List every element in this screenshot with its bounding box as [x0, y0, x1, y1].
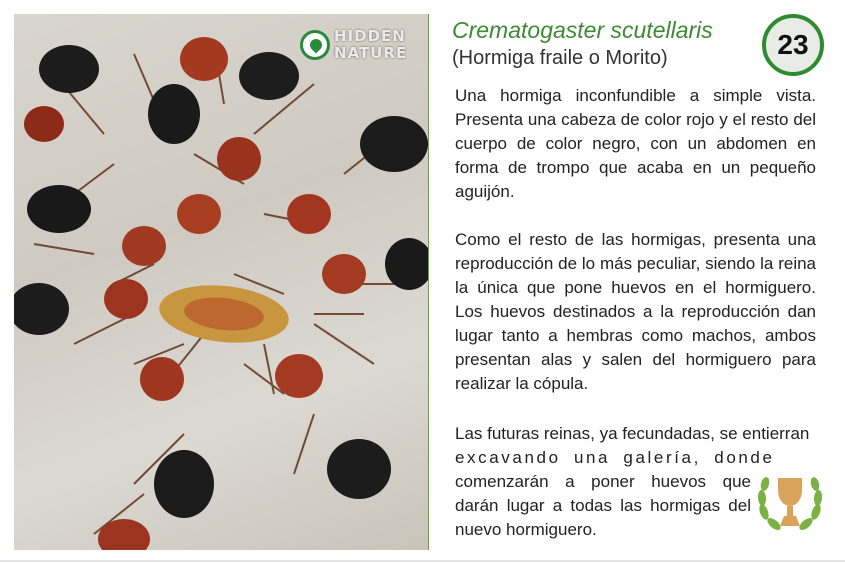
watermark-text	[334, 28, 407, 62]
bottom-divider	[0, 560, 845, 562]
paragraph-3-rest: comenzarán a poner huevos que darán lugar a todas las hormigas del nuevo hormiguero.	[455, 472, 751, 539]
card-number-badge: 23	[762, 14, 824, 76]
watermark-line-1: HIDDEN	[334, 27, 406, 45]
ant-figure	[148, 84, 261, 234]
ant-photo	[14, 14, 429, 550]
paragraph-3-line-1: Las futuras reinas, ya fecundadas, se entierran	[455, 424, 810, 443]
hidden-nature-watermark	[300, 28, 407, 62]
ant-figure	[27, 185, 166, 266]
watermark-line-2: NATURE	[334, 44, 408, 62]
ant-figure	[275, 354, 391, 499]
map-pin-leaf-icon	[300, 30, 330, 60]
trophy-laurel-icon	[754, 466, 826, 538]
ant-figure	[287, 116, 428, 234]
description-paragraph-2: Como el resto de las hormigas, presenta una reproducción de lo más peculiar, siendo la reina la única que pone huevos en el hormiguero. Los huevos destinados a la reproducción dan lugar tanto a hembras como machos, ambos presentan alas y salen del hormiguero para realizar la cópula.	[455, 230, 816, 393]
ant-figure	[24, 45, 99, 142]
ant-figure	[322, 238, 428, 294]
paragraph-3-line-2: excavando una galería, donde	[455, 448, 775, 467]
scientific-name: Crematogaster scutellaris	[452, 17, 713, 43]
ant-figure	[14, 279, 148, 335]
common-name: (Hormiga fraile o Morito)	[452, 47, 668, 69]
ant-figure	[180, 37, 299, 100]
ants-illustration	[14, 14, 428, 550]
ant-figure	[140, 357, 214, 518]
description-paragraph-1: Una hormiga inconfundible a simple vista. Presenta una cabeza de color rojo y el resto del cuerpo de color negro, con un abdomen en forma de trompo que acaba en un pequeño aguijón.	[455, 86, 816, 201]
